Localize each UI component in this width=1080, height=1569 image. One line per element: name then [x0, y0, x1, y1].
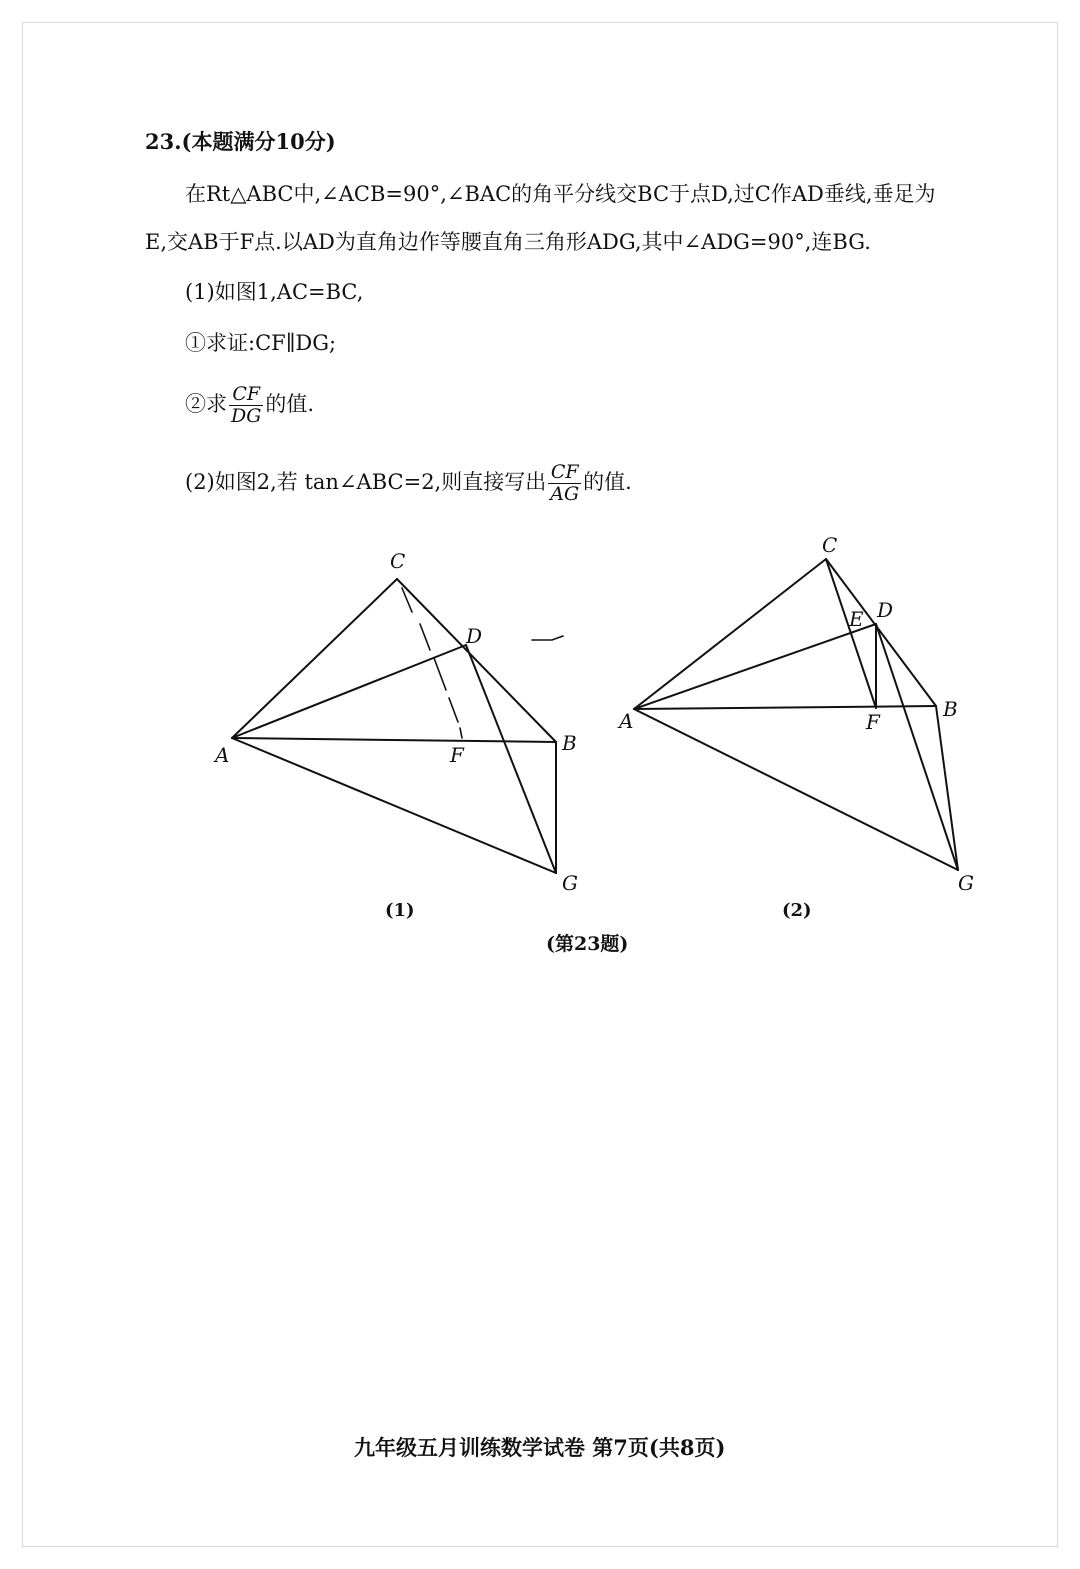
point-label-E: E: [849, 607, 864, 631]
segment-AG: [634, 709, 958, 870]
point-label-B: B: [943, 697, 958, 721]
segment-AC: [634, 559, 826, 709]
point-label-F: F: [450, 743, 464, 767]
segment-BG: [936, 706, 958, 870]
segment-CB: [397, 579, 556, 742]
point-label-G: G: [562, 871, 578, 895]
segment-AC: [232, 579, 397, 738]
task-2-suffix: 的值.: [265, 392, 315, 416]
segment-AG: [232, 738, 556, 873]
task-2-prefix: ②求: [185, 392, 227, 416]
fraction-numerator: CF: [229, 384, 263, 406]
point-label-C: C: [822, 533, 838, 557]
point-label-D: D: [877, 598, 894, 622]
point-label-D: D: [466, 624, 483, 648]
point-label-F: F: [866, 710, 880, 734]
figure-1-caption: (1): [385, 900, 415, 921]
segment-AB: [634, 706, 936, 709]
point-label-B: B: [562, 731, 577, 755]
segment-AD: [634, 624, 876, 709]
fraction-denominator: AG: [550, 483, 580, 505]
segment-DG: [876, 624, 958, 870]
pencil-mark: [532, 636, 563, 640]
part-1-task-1: ①求证:CF∥DG;: [185, 331, 337, 355]
figure-1: [213, 549, 578, 895]
segment-AB: [232, 738, 556, 742]
part-2-prefix: (2)如图2,若 tan∠ABC=2,则直接写出: [185, 470, 547, 494]
figure-caption: (第23题): [546, 933, 629, 955]
segment-CF: [826, 559, 876, 708]
point-label-G: G: [958, 871, 974, 895]
figure-2-caption: (2): [782, 900, 812, 921]
point-label-C: C: [390, 549, 406, 573]
segment-CB: [826, 559, 936, 706]
part-1-condition: (1)如图1,AC=BC,: [185, 280, 364, 304]
figure-2: [617, 533, 974, 895]
fraction-denominator: DG: [231, 405, 262, 427]
segment-AD: [232, 645, 466, 738]
page-footer: 九年级五月训练数学试卷 第7页(共8页): [354, 1435, 726, 1460]
point-label-A: A: [619, 709, 634, 733]
fraction-numerator: CF: [548, 462, 581, 484]
point-label-A: A: [215, 743, 230, 767]
segment-DG: [466, 645, 556, 873]
part-2-suffix: 的值.: [583, 470, 632, 494]
segment-CF-sketch: [402, 588, 462, 738]
problem-line-1: 在Rt△ABC中,∠ACB=90°,∠BAC的角平分线交BC于点D,过C作AD垂线,垂足为: [185, 182, 936, 206]
problem-line-2: E,交AB于F点.以AD为直角边作等腰直角三角形ADG,其中∠ADG=90°,连BG.: [145, 230, 871, 254]
question-header: 23.(本题满分10分): [145, 129, 336, 154]
